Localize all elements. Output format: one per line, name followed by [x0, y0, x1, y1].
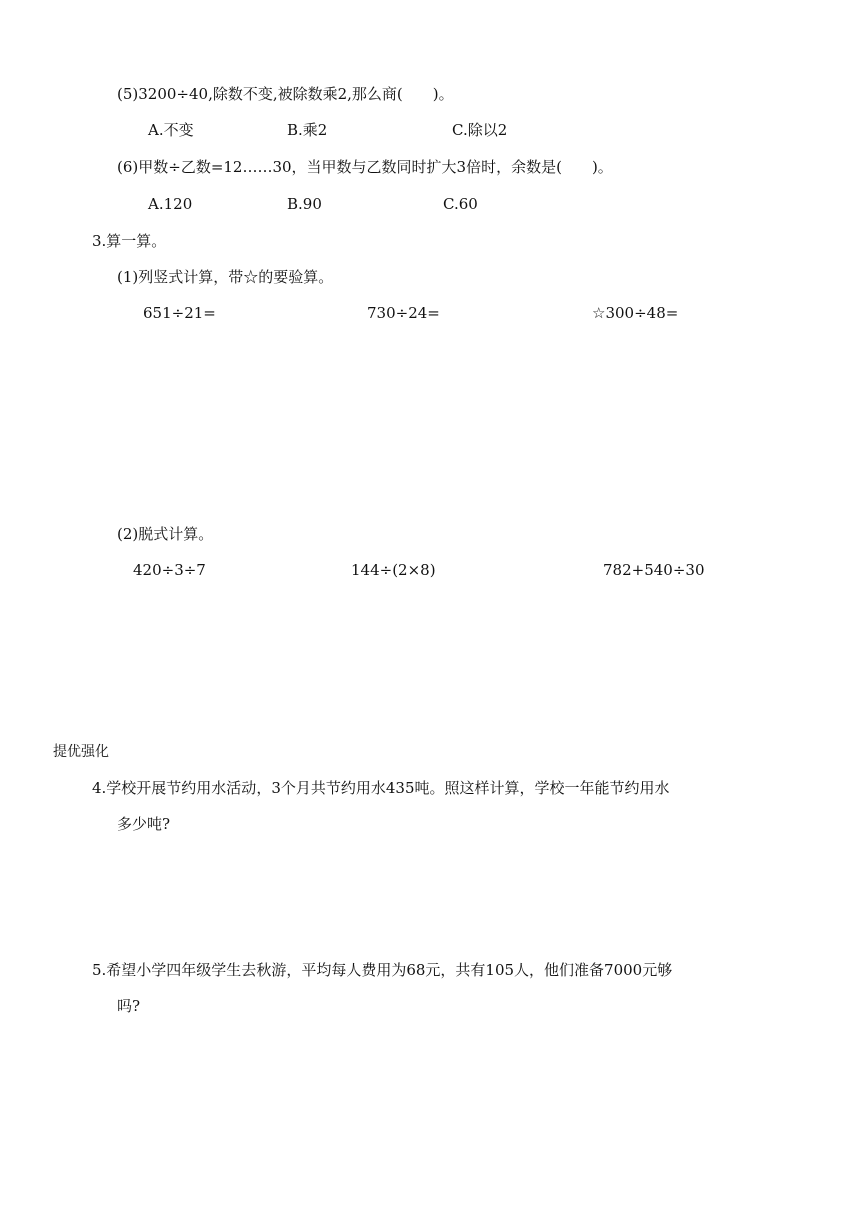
word-problem-4-line-2: 多少吨?	[117, 815, 171, 833]
step-calc-problem-3: 782+540÷30	[603, 561, 705, 579]
enhance-section-heading: 提优强化	[53, 744, 109, 760]
question-6-stem: (6)甲数÷乙数=12……30，当甲数与乙数同时扩大3倍时，余数是( )。	[117, 158, 613, 176]
question-5-option-b: B.乘2	[287, 121, 328, 139]
step-calc-problem-2: 144÷(2×8)	[351, 561, 436, 579]
question-6-option-a: A.120	[148, 195, 193, 213]
question-5-option-a: A.不变	[148, 121, 194, 139]
vertical-calc-problem-2: 730÷24=	[367, 304, 440, 322]
word-problem-5-line-1: 5.希望小学四年级学生去秋游，平均每人费用为68元，共有105人，他们准备7000元够	[92, 961, 673, 979]
vertical-calc-problem-3: ☆300÷48=	[592, 304, 679, 322]
question-5-stem: (5)3200÷40,除数不变,被除数乘2,那么商( )。	[117, 85, 454, 103]
question-5-option-c: C.除以2	[452, 121, 508, 139]
step-calc-problem-1: 420÷3÷7	[133, 561, 206, 579]
section-3-part-2-title: (2)脱式计算。	[117, 525, 214, 543]
section-3-title: 3.算一算。	[92, 232, 167, 250]
vertical-calc-problem-1: 651÷21=	[143, 304, 216, 322]
question-6-option-c: C.60	[443, 195, 478, 213]
word-problem-5-line-2: 吗?	[117, 997, 141, 1015]
section-3-part-1-title: (1)列竖式计算，带☆的要验算。	[117, 268, 334, 286]
word-problem-4-line-1: 4.学校开展节约用水活动，3个月共节约用水435吨。照这样计算，学校一年能节约用水	[92, 779, 670, 797]
question-6-option-b: B.90	[287, 195, 322, 213]
